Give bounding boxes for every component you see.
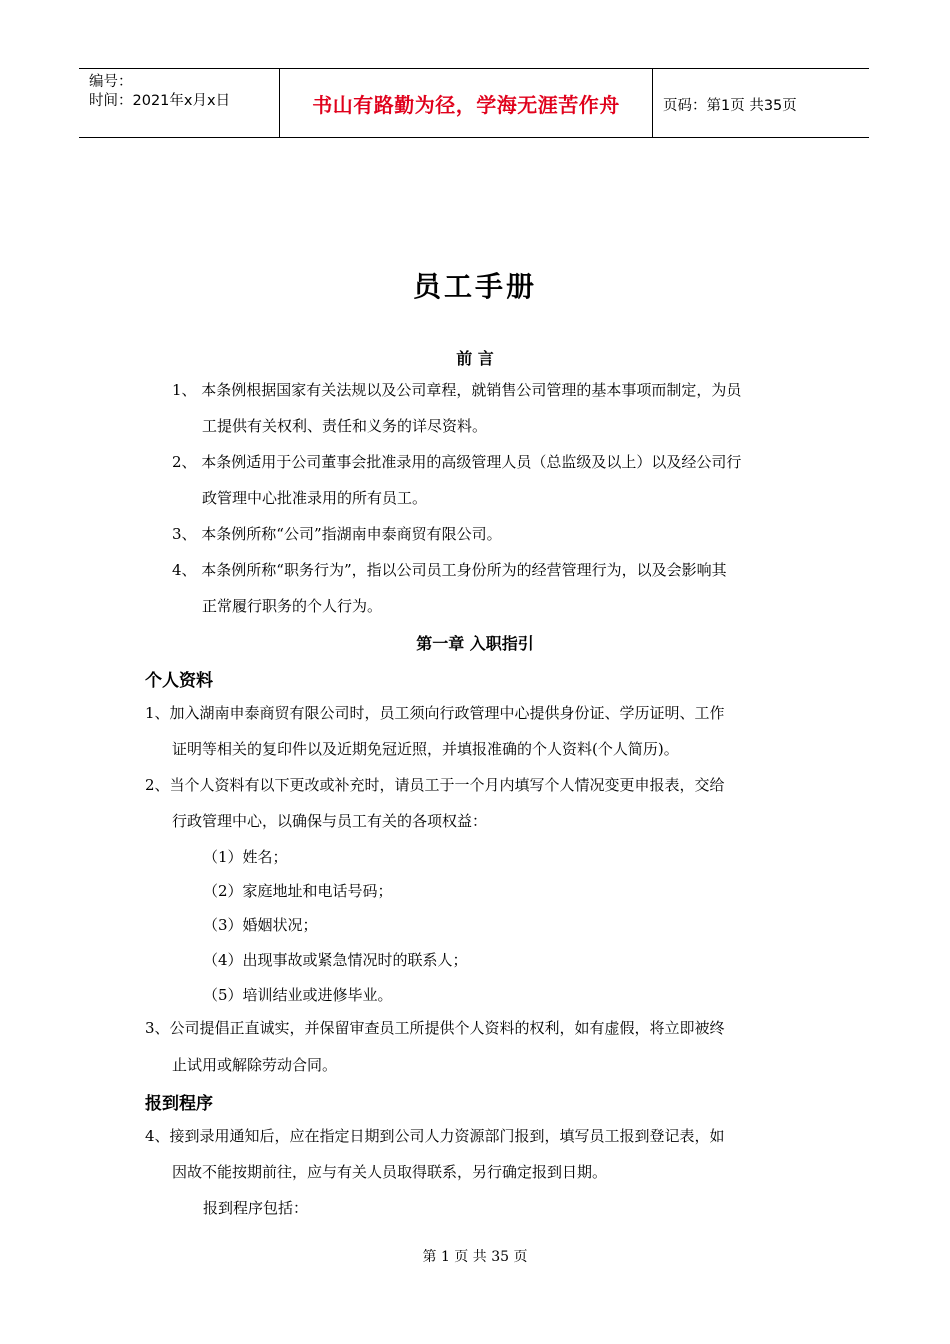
rule-item-1: 1、加入湖南申泰商贸有限公司时，员工须向行政管理中心提供身份证、学历证明、工作	[145, 704, 725, 722]
header-page-info: 页码：第1页 共35页	[663, 98, 797, 114]
rule-item-4-cont: 因故不能按期前往，应与有关人员取得联系，另行确定报到日期。	[172, 1163, 608, 1181]
time-label: 时间：2021年x月x日	[89, 93, 231, 109]
rule-item-3: 3、公司提倡正直诚实，并保留审查员工所提供个人资料的权利，如有虚假，将立即被终	[145, 1019, 725, 1037]
code-label: 编号：	[89, 74, 133, 90]
preface-heading: 前 言	[456, 349, 494, 368]
header-motto: 书山有路勤为径，学海无涯苦作舟	[312, 92, 620, 117]
section-heading-personal-info: 个人资料	[145, 671, 213, 691]
section-heading-reporting: 报到程序	[145, 1094, 213, 1114]
chapter-heading: 第一章 入职指引	[416, 634, 534, 653]
sub-item: （2）家庭地址和电话号码；	[203, 882, 393, 900]
sub-item: （4）出现事故或紧急情况时的联系人；	[203, 951, 468, 969]
preface-item-4: 4、 本条例所称“职务行为”，指以公司员工身份所为的经营管理行为，以及会影响其	[172, 561, 727, 579]
sub-item: （5）培训结业或进修毕业。	[203, 986, 393, 1004]
page-number-footer: 第 1 页 共 35 页	[422, 1249, 528, 1265]
document-header-table	[79, 68, 869, 138]
rule-item-3-cont: 止试用或解除劳动合同。	[172, 1056, 338, 1074]
header-left-cell	[89, 73, 230, 111]
preface-item-4-cont: 正常履行职务的个人行为。	[202, 597, 383, 615]
document-title: 员工手册	[412, 270, 537, 303]
preface-item-3: 3、 本条例所称“公司”指湖南申泰商贸有限公司。	[172, 525, 502, 543]
rule-item-1-cont: 证明等相关的复印件以及近期免冠近照，并填报准确的个人资料(个人简历)。	[172, 740, 679, 758]
preface-item-2: 2、 本条例适用于公司董事会批准录用的高级管理人员（总监级及以上）以及经公司行	[172, 453, 742, 471]
preface-item-1-cont: 工提供有关权利、责任和义务的详尽资料。	[202, 417, 488, 435]
sub-item: （3）婚姻状况；	[203, 916, 318, 934]
rule-item-2-cont: 行政管理中心，以确保与员工有关的各项权益：	[172, 812, 488, 830]
rule-item-4: 4、接到录用通知后，应在指定日期到公司人力资源部门报到，填写员工报到登记表，如	[145, 1127, 725, 1145]
preface-item-1: 1、 本条例根据国家有关法规以及公司章程，就销售公司管理的基本事项而制定，为员	[172, 381, 742, 399]
rule-item-2: 2、当个人资料有以下更改或补充时，请员工于一个月内填写个人情况变更申报表，交给	[145, 776, 725, 794]
reporting-includes: 报到程序包括：	[203, 1199, 309, 1217]
header-divider	[652, 69, 653, 137]
sub-item: （1）姓名；	[203, 848, 288, 866]
preface-item-2-cont: 政管理中心批准录用的所有员工。	[202, 489, 428, 507]
